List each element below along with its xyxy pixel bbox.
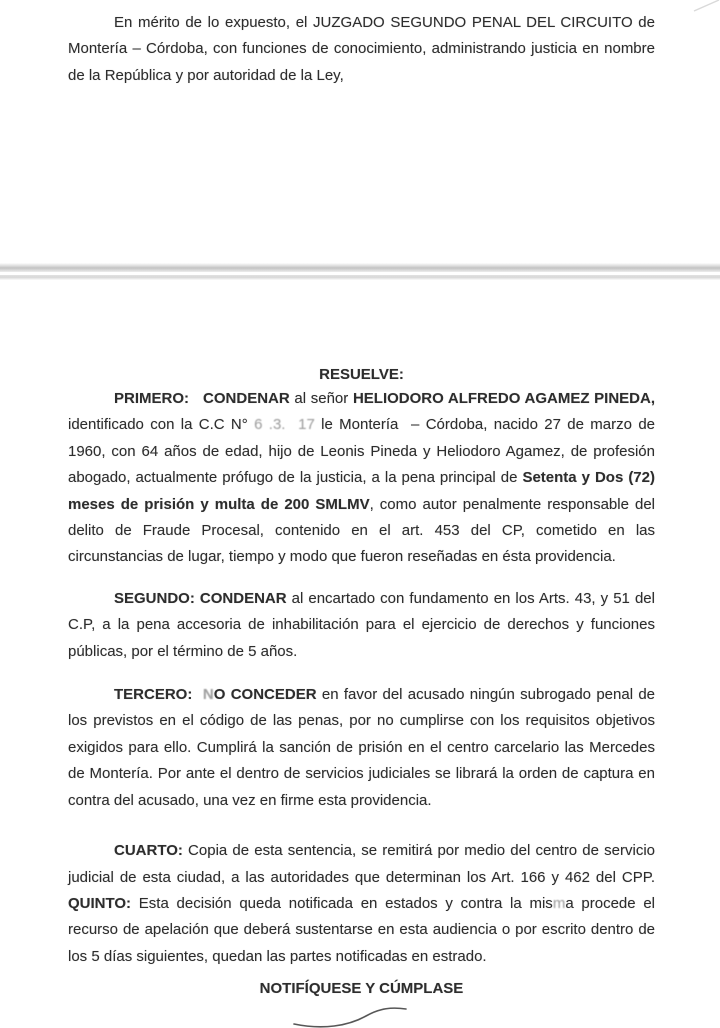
text-segment: Esta decisión queda notificada en estados y contra la mis: [131, 894, 553, 912]
text-segment: m: [552, 894, 566, 912]
page1-bottom-edge: [0, 263, 720, 272]
page1-content: [68, 10, 655, 89]
closing-line: [68, 976, 655, 1002]
bold-text-segment: CUARTO:: [114, 842, 183, 860]
bold-text-segment: HELIODORO ALFREDO AGAMEZ PINEDA,: [352, 390, 656, 407]
text-segment: a procede el recurso de apelación que deberá sustentarse en esta audiencia o por escrito dentro de los 5 días siguientes, quedan las partes notificadas en estrado.: [68, 894, 656, 965]
primero-paragraph: [68, 386, 655, 571]
cuarto-quinto-paragraph: [68, 838, 655, 970]
text-segment: En mérito de lo expuesto, el JUZGADO SEGUNDO PENAL DEL CIRCUITO de Montería – Córdoba, con funciones de conocimiento, administrando justicia en nombre de la República y por autoridad de la Ley,: [68, 14, 655, 84]
text-segment: , como autor penalmente responsable del delito de Fraude Procesal, contenido en el art. 453 del CP, cometido en las circunstancias de lugar, tiempo y modo que fueron reseñadas en ésta providencia.: [68, 495, 655, 566]
segundo-paragraph: [68, 586, 655, 665]
text-segment: al encartado con fundamento en los Arts. 43, y 51 del C.P, a la pena accesoria de inhabilitación para el ejercicio de derechos y funciones públicas, por el término de 5 años.: [68, 589, 655, 660]
text-segment: al señor: [289, 390, 353, 407]
bold-text-segment: O CONCEDER: [213, 686, 317, 704]
tercero-paragraph: [68, 682, 655, 814]
page2-content: [68, 364, 655, 1003]
bold-text-segment: SEGUNDO: CONDENAR: [114, 589, 287, 607]
text-segment: Copia de esta sentencia, se remitirá por medio del centro de servicio judicial de esta ciudad, a las autoridades que determinan los Art. 166 y 462 del CPP.: [68, 842, 655, 886]
resuelve-heading: [68, 364, 655, 386]
bold-text-segment: QUINTO:: [68, 894, 132, 912]
bold-text-segment: TERCERO:: [114, 686, 203, 704]
text-segment: en favor del acusado ningún subrogado penal de los previstos en el código de las penas, por no cumplirse con los requisitos objetivos exigidos para ello. Cumplirá la sanción de prisión en el centro carcelario las Mercedes de Montería. Por ante el dentro de servicios judiciales se librará la orden de captura en contra del acusado, una vez en firme esta providencia.: [68, 686, 655, 809]
bold-text-segment: Setenta y Dos (72) meses de prisión y multa de 200 SMLMV: [68, 469, 655, 513]
bold-text-segment: PRIMERO: CONDENAR: [114, 390, 290, 407]
document-page-2: [0, 280, 720, 1028]
intro-paragraph: [68, 10, 655, 89]
text-segment: 6 .3. 17: [254, 416, 315, 434]
bold-text-segment: N: [202, 686, 214, 704]
text-segment: identificado con la C.C N°: [68, 416, 255, 434]
bold-text-segment: NOTIFÍQUESE Y CÚMPLASE: [259, 980, 464, 998]
text-segment: le Montería – Córdoba, nacido 27 de marzo de 1960, con 64 años de edad, hijo de Leonis Pineda y Heliodoro Agamez, de profesión abogado, actualmente prófugo de la justicia, a la pena principal de: [68, 416, 656, 487]
page-break: [0, 263, 720, 280]
bold-text-segment: RESUELVE:: [319, 366, 404, 383]
document-page-1: [0, 0, 720, 263]
